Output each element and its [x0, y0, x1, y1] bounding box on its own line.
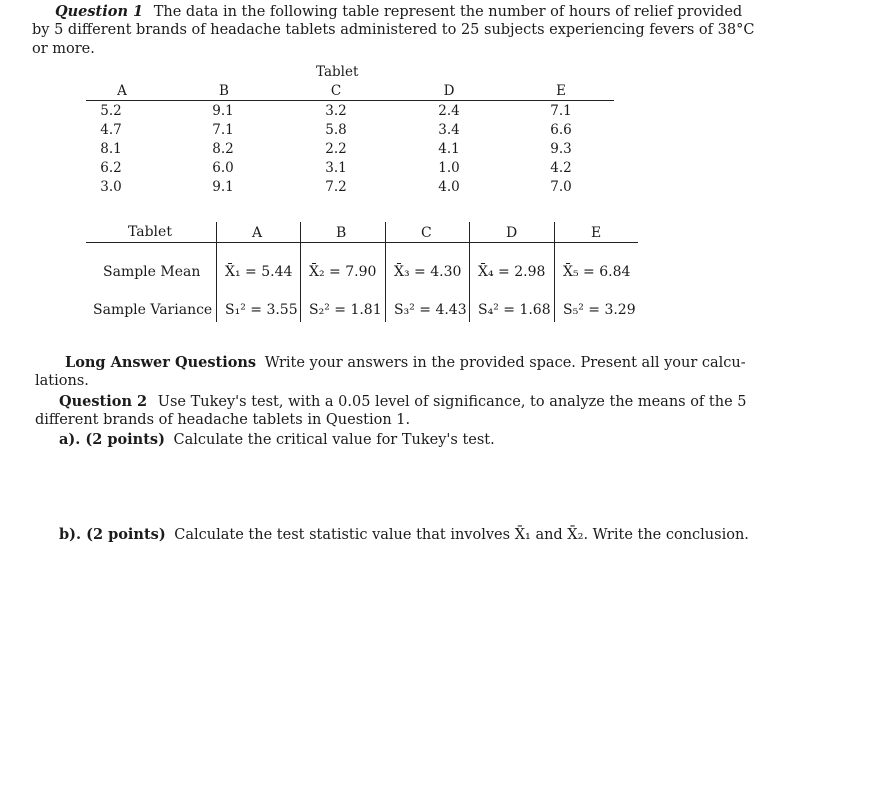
summary-table-divider: [469, 222, 470, 322]
sample-mean-e: X̄₅ = 6.84: [563, 264, 631, 280]
data-table-group-label: Tablet: [316, 64, 359, 80]
data-table-cell: 9.3: [550, 141, 572, 157]
summary-table-header-e: E: [591, 225, 602, 241]
data-table-cell: 3.4: [438, 122, 460, 138]
data-table-cell: 7.2: [325, 179, 347, 195]
summary-table-divider: [216, 222, 217, 322]
sample-mean-a: X̄₁ = 5.44: [225, 264, 293, 280]
data-table-cell: 7.1: [550, 103, 572, 119]
data-table-cell: 4.1: [438, 141, 460, 157]
summary-table-divider: [385, 222, 386, 322]
question1-label: Question 1: [55, 3, 144, 20]
data-table-header-a: A: [117, 83, 127, 99]
data-table-cell: 6.0: [212, 160, 234, 176]
part-b-label: b). (2 points): [59, 526, 166, 543]
data-table-cell: 3.0: [100, 179, 122, 195]
sample-variance-b: S₂² = 1.81: [309, 302, 382, 318]
question1-line1: [55, 2, 742, 22]
question2-part-b: [59, 525, 749, 545]
question2-text-line1: Use Tukey's test, with a 0.05 level of significance, to analyze the means of the 5: [157, 394, 747, 410]
sample-variance-a: S₁² = 3.55: [225, 302, 298, 318]
part-b-text: Calculate the test statistic value that involves X̄₁ and X̄₂. Write the conclusion.: [174, 527, 749, 543]
data-table-cell: 7.0: [550, 179, 572, 195]
data-table-cell: 1.0: [438, 160, 460, 176]
data-table-cell: 3.2: [325, 103, 347, 119]
data-table-cell: 5.8: [325, 122, 347, 138]
long-answer-line1: [65, 353, 746, 373]
summary-table-header-label: Tablet: [128, 224, 172, 240]
sample-mean-b: X̄₂ = 7.90: [309, 264, 377, 280]
part-a-label: a). (2 points): [59, 431, 165, 448]
data-table-cell: 6.2: [100, 160, 122, 176]
sample-variance-c: S₃² = 4.43: [394, 302, 467, 318]
data-table-cell: 9.1: [212, 179, 234, 195]
summary-table-header-d: D: [506, 225, 518, 241]
sample-mean-c: X̄₃ = 4.30: [394, 264, 462, 280]
data-table-header-rule: [86, 100, 614, 101]
data-table-cell: 4.0: [438, 179, 460, 195]
long-answer-line2: lations.: [35, 373, 89, 389]
data-table-cell: 5.2: [100, 103, 122, 119]
data-table-header-b: B: [219, 83, 229, 99]
data-table-cell: 8.2: [212, 141, 234, 157]
long-answer-text-line1: Write your answers in the provided space. Present all your calcu-: [264, 355, 746, 371]
data-table-cell: 4.2: [550, 160, 572, 176]
question2-line1: [59, 392, 747, 412]
data-table-cell: 6.6: [550, 122, 572, 138]
data-table-header-d: D: [443, 83, 455, 99]
sample-variance-e: S₅² = 3.29: [563, 302, 636, 318]
data-table-cell: 2.2: [325, 141, 347, 157]
data-table-cell: 4.7: [100, 122, 122, 138]
question2-part-a: [59, 430, 495, 450]
long-answer-label: Long Answer Questions: [65, 354, 257, 371]
question2-line2: different brands of headache tablets in Question 1.: [35, 412, 411, 428]
sample-mean-d: X̄₄ = 2.98: [478, 264, 546, 280]
summary-table-header-c: C: [421, 225, 432, 241]
data-table-cell: 8.1: [100, 141, 122, 157]
summary-table-header-b: B: [336, 225, 347, 241]
question1-line3: or more.: [32, 41, 95, 57]
data-table-cell: 7.1: [212, 122, 234, 138]
data-table-cell: 9.1: [212, 103, 234, 119]
sample-mean-label: Sample Mean: [103, 264, 201, 280]
sample-variance-label: Sample Variance: [93, 302, 213, 318]
question2-label: Question 2: [59, 393, 148, 410]
data-table-cell: 3.1: [325, 160, 347, 176]
summary-table-header-rule: [86, 242, 638, 243]
part-a-text: Calculate the critical value for Tukey's test.: [173, 432, 495, 448]
question1-text-line1: The data in the following table represent the number of hours of relief provided: [153, 4, 743, 20]
sample-variance-d: S₄² = 1.68: [478, 302, 551, 318]
summary-table-header-a: A: [252, 225, 263, 241]
data-table-cell: 2.4: [438, 103, 460, 119]
question1-line2: by 5 different brands of headache tablets administered to 25 subjects experiencing fevers of 38°C: [32, 22, 755, 38]
data-table-header-e: E: [556, 83, 566, 99]
summary-table-divider: [554, 222, 555, 322]
data-table-header-c: C: [330, 83, 342, 99]
summary-table-divider: [300, 222, 301, 322]
